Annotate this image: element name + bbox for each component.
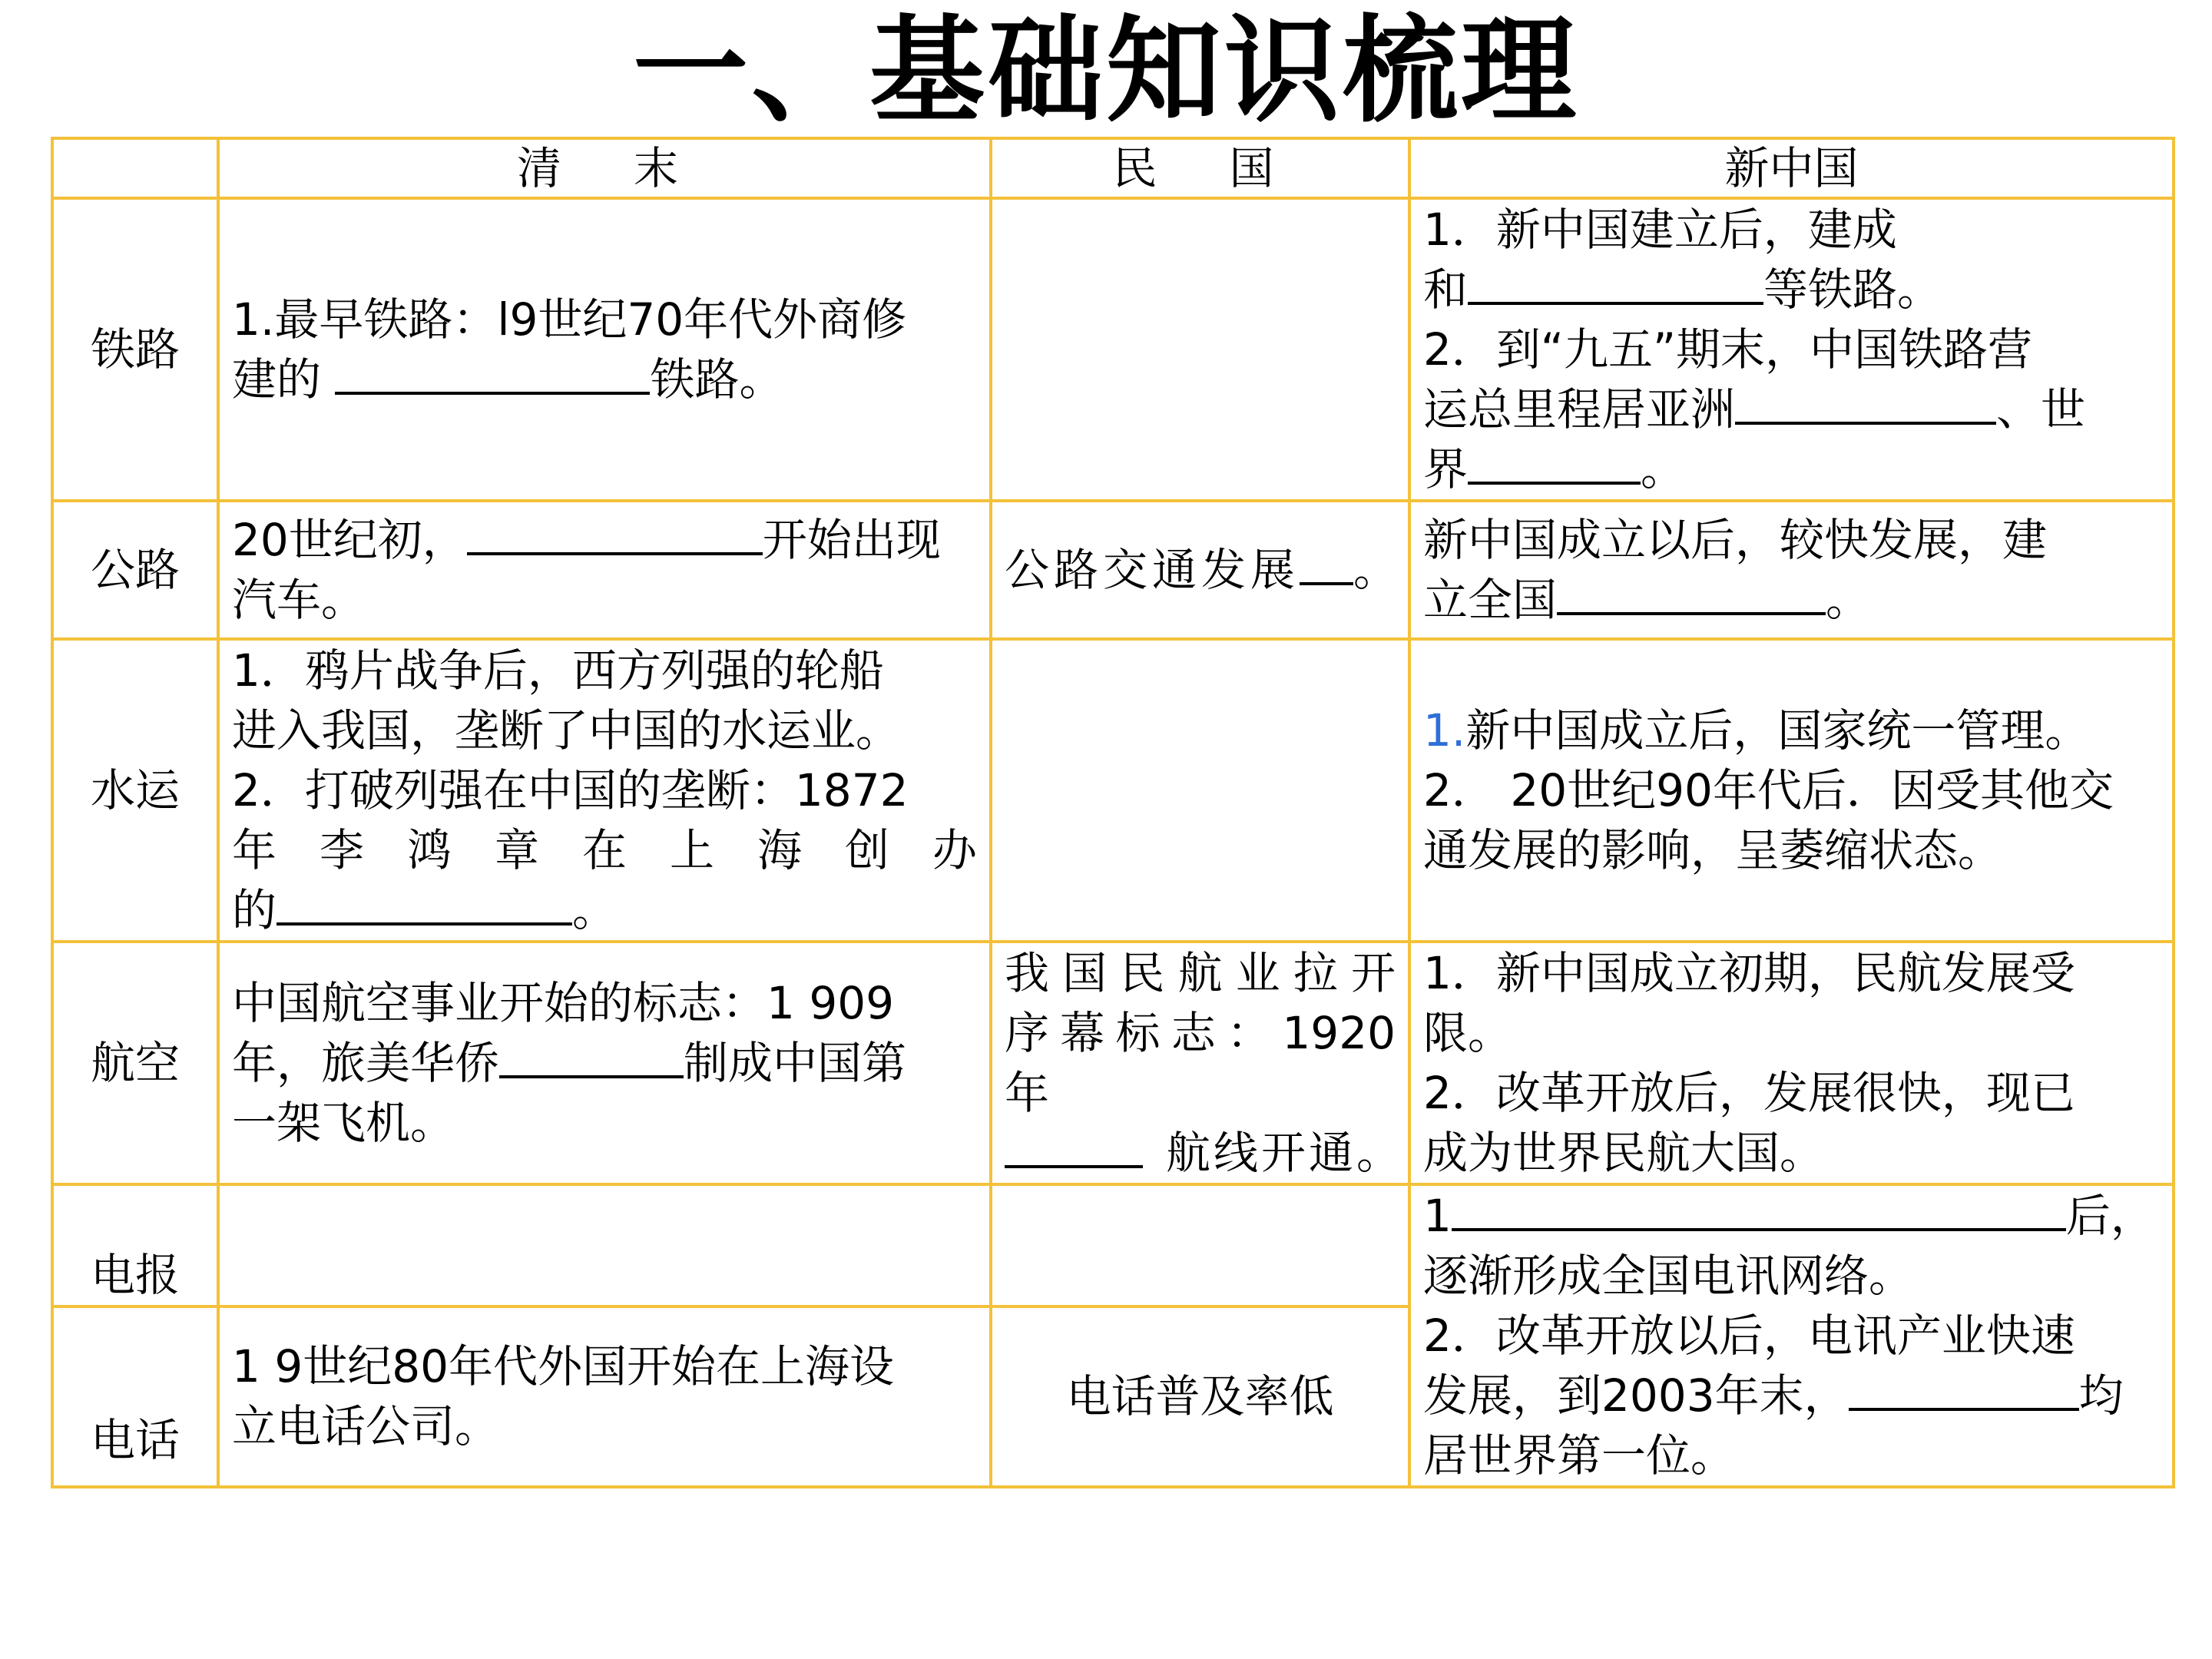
header-cell-blank <box>52 138 218 198</box>
cell-water-qing <box>218 639 991 942</box>
text-line: 发展，到2003年末， 均 <box>1423 1369 2124 1422</box>
answer-blank[interactable] <box>1735 382 1996 425</box>
table-row-railway <box>52 198 2174 501</box>
cell-aviation-prc <box>1409 942 2174 1184</box>
table-header-row <box>52 138 2174 198</box>
text-line: 我国民航业拉开 <box>1005 947 1396 999</box>
row-label-aviation: 航空 <box>52 942 218 1184</box>
cell-aviation-minguo <box>991 942 1409 1184</box>
answer-blank[interactable] <box>1300 542 1353 585</box>
cell-telecom-prc <box>1409 1184 2174 1487</box>
text-line: 1.最早铁路：l9世纪70年代外商修 <box>232 293 907 346</box>
text-line: 公路交通发展 。 <box>1005 544 1403 596</box>
list-number: 1. <box>1423 704 1466 757</box>
answer-blank[interactable] <box>1468 262 1763 305</box>
answer-blank[interactable] <box>467 512 763 555</box>
text-line: 建的 铁路。 <box>232 353 784 406</box>
text-line: 限。 <box>1423 1007 1513 1059</box>
cell-railway-minguo <box>991 198 1409 501</box>
text-line: 运总里程居亚洲 、世 <box>1423 383 2086 435</box>
text-line: 2．到“九五”期末，中国铁路营 <box>1423 323 2032 376</box>
text-line: 2．改革开放以后，电讯产业快速 <box>1423 1310 2075 1362</box>
text-line: 年 <box>1005 1067 1050 1119</box>
text-line: 成为世界民航大国。 <box>1423 1127 1825 1179</box>
text-line: 1．鸦片战争后，西方列强的轮船 <box>232 644 884 697</box>
cell-railway-qing <box>218 198 991 501</box>
table-row-water <box>52 639 2174 942</box>
cell-telephone-minguo: 电话普及率低 <box>991 1306 1409 1487</box>
table-row-highway <box>52 501 2174 639</box>
answer-blank[interactable] <box>276 882 572 926</box>
knowledge-table <box>51 137 2175 1488</box>
row-label-highway: 公路 <box>52 501 218 639</box>
answer-blank[interactable] <box>335 352 650 395</box>
answer-blank[interactable] <box>1452 1188 2066 1231</box>
row-label-telephone: 电话 <box>52 1306 218 1487</box>
text-line: 2．打破列强在中国的垄断：1872 <box>232 764 909 816</box>
cell-highway-qing <box>218 501 991 639</box>
cell-telephone-qing <box>218 1306 991 1487</box>
cell-highway-prc <box>1409 501 2174 639</box>
text-line: 20世纪初， 开始出现 <box>232 514 941 566</box>
text-line: 进入我国，垄断了中国的水运业。 <box>232 704 901 757</box>
text-line: 汽车。 <box>232 574 366 626</box>
row-label-water: 水运 <box>52 639 218 942</box>
text-line: 通发展的影响，呈萎缩状态。 <box>1423 824 2003 876</box>
answer-blank[interactable] <box>1005 1125 1143 1168</box>
header-cell-minguo: 民 国 <box>991 138 1409 198</box>
answer-blank[interactable] <box>499 1035 684 1078</box>
answer-blank[interactable] <box>1849 1368 2079 1411</box>
text-line: 1．新中国建立后，建成 <box>1423 204 1897 256</box>
text-line: 一架飞机。 <box>232 1097 455 1149</box>
row-label-telegraph: 电报 <box>52 1184 218 1306</box>
cell-highway-minguo <box>991 501 1409 639</box>
text-line: 逐渐形成全国电讯网络。 <box>1423 1250 1914 1302</box>
text-line: 序幕标志：1920 <box>1005 1007 1396 1059</box>
table-row-telegraph <box>52 1184 2174 1306</box>
header-cell-qing: 清 末 <box>218 138 991 198</box>
text-line: 年 李 鸿 章 在 上 海 创 办 <box>232 824 977 876</box>
cell-telegraph-minguo <box>991 1184 1409 1306</box>
text-line: 航线开通。 <box>1005 1123 1396 1183</box>
text-line: 1 9世纪80年代外国开始在上海设 <box>232 1340 895 1393</box>
text-line: 和 等铁路。 <box>1423 263 1942 316</box>
text-line: 1.新中国成立后，国家统一管理。 <box>1423 704 2090 757</box>
header-cell-prc: 新中国 <box>1409 138 2174 198</box>
cell-water-prc <box>1409 639 2174 942</box>
page-title: 一、基础知识梳理 <box>632 5 1579 138</box>
text-line: 1．新中国成立初期，民航发展受 <box>1423 947 2075 999</box>
text-line: 1 后， <box>1423 1190 2155 1242</box>
text-line: 界 。 <box>1423 443 1686 495</box>
text-line: 2．改革开放后，发展很快，现已 <box>1423 1067 2075 1119</box>
text-line: 年，旅美华侨 制成中国第 <box>232 1037 907 1089</box>
cell-aviation-qing <box>218 942 991 1184</box>
cell-water-minguo <box>991 639 1409 942</box>
text-line: 新中国成立以后，较快发展，建 <box>1423 514 2048 566</box>
text-line: 立全国 。 <box>1423 574 1871 626</box>
cell-telegraph-qing <box>218 1184 991 1306</box>
text-line: 立电话公司。 <box>232 1400 500 1453</box>
row-label-railway: 铁路 <box>52 198 218 501</box>
text-line: 中国航空事业开始的标志：1 909 <box>232 977 895 1029</box>
answer-blank[interactable] <box>1557 572 1826 615</box>
text-line: 的 。 <box>232 884 618 936</box>
table-row-aviation <box>52 942 2174 1184</box>
cell-railway-prc <box>1409 198 2174 501</box>
text-line: 2． 20世纪90年代后．因受其他交 <box>1423 764 2114 816</box>
answer-blank[interactable] <box>1468 442 1641 485</box>
text-line: 居世界第一位。 <box>1423 1429 1736 1482</box>
